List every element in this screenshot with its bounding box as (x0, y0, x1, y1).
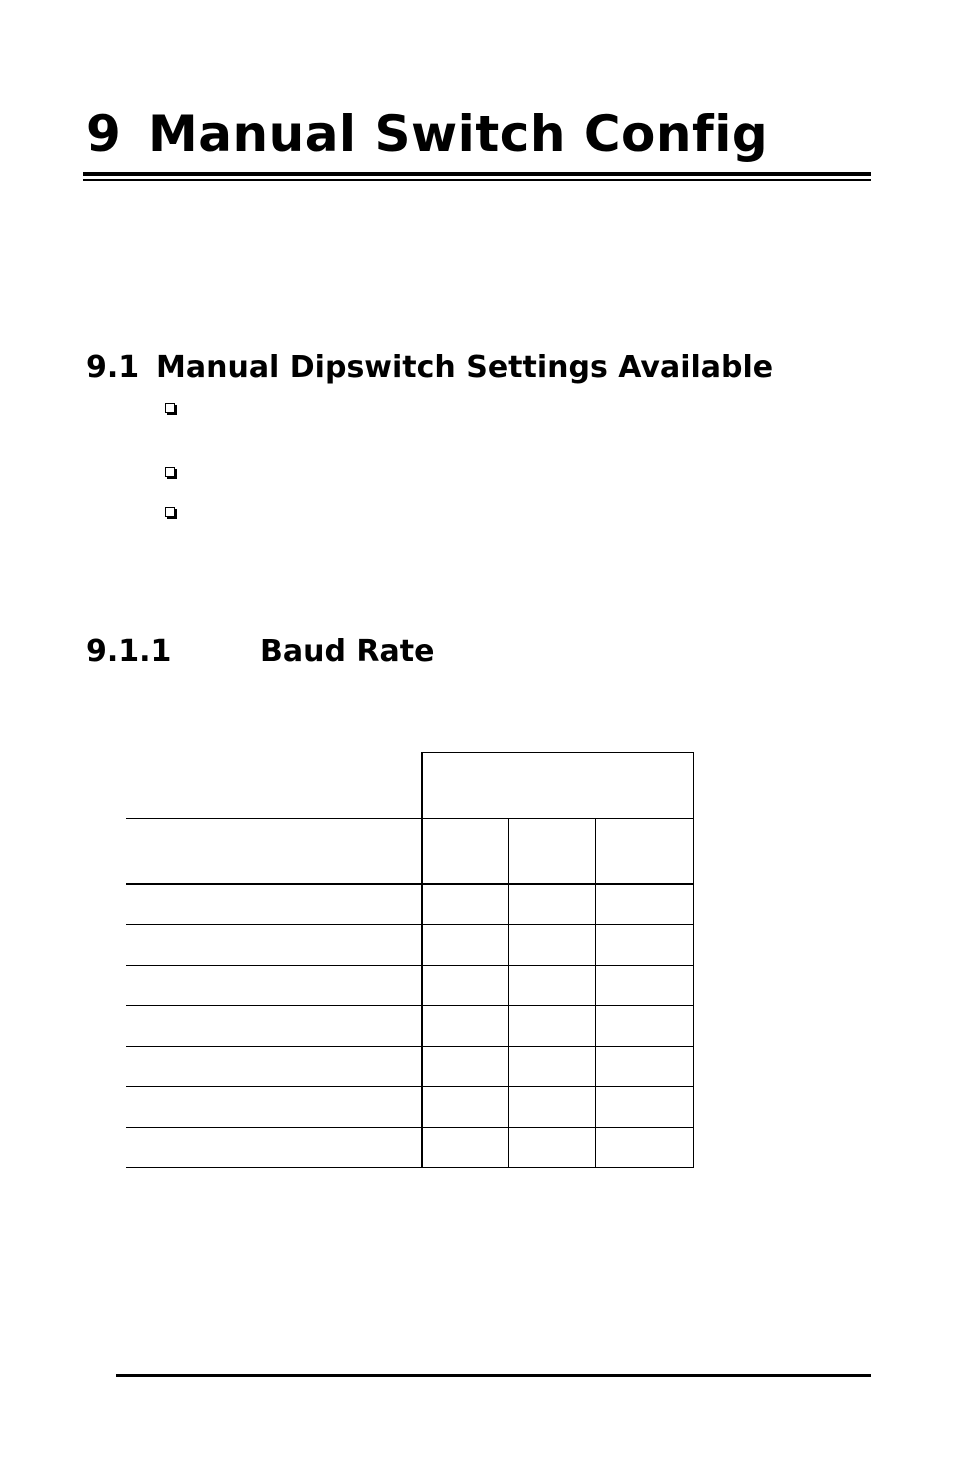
table-rule (126, 1127, 694, 1128)
table-rule (126, 1046, 694, 1047)
title-rule-thick (83, 172, 871, 176)
table-rule (126, 818, 694, 819)
title-rule-thin (83, 179, 871, 181)
chapter-number: 9 (86, 105, 122, 163)
table-rule (508, 818, 509, 1168)
section-number: 9.1 (86, 350, 140, 385)
subsection-heading (86, 632, 434, 672)
section-heading (86, 348, 773, 388)
table-rule (126, 1167, 694, 1168)
footer-rule (116, 1374, 871, 1377)
table-rule (595, 818, 596, 1168)
table-rule (126, 1005, 694, 1006)
table-rule (421, 752, 423, 1168)
table-rule (126, 1086, 694, 1087)
subsection-title: Baud Rate (260, 634, 435, 669)
table-rule (422, 752, 694, 753)
chapter-title-text: Manual Switch Config (148, 105, 769, 163)
table-rule (693, 752, 694, 1168)
table-rule (126, 924, 694, 925)
subsection-number: 9.1.1 (86, 634, 172, 669)
table-rule (126, 883, 694, 885)
checkbox-bullet-icon (163, 505, 177, 519)
checkbox-bullet-icon (163, 401, 177, 415)
checkbox-bullet-icon (163, 465, 177, 479)
section-title: Manual Dipswitch Settings Available (156, 350, 774, 385)
table-rule (126, 965, 694, 966)
chapter-title (86, 104, 768, 164)
